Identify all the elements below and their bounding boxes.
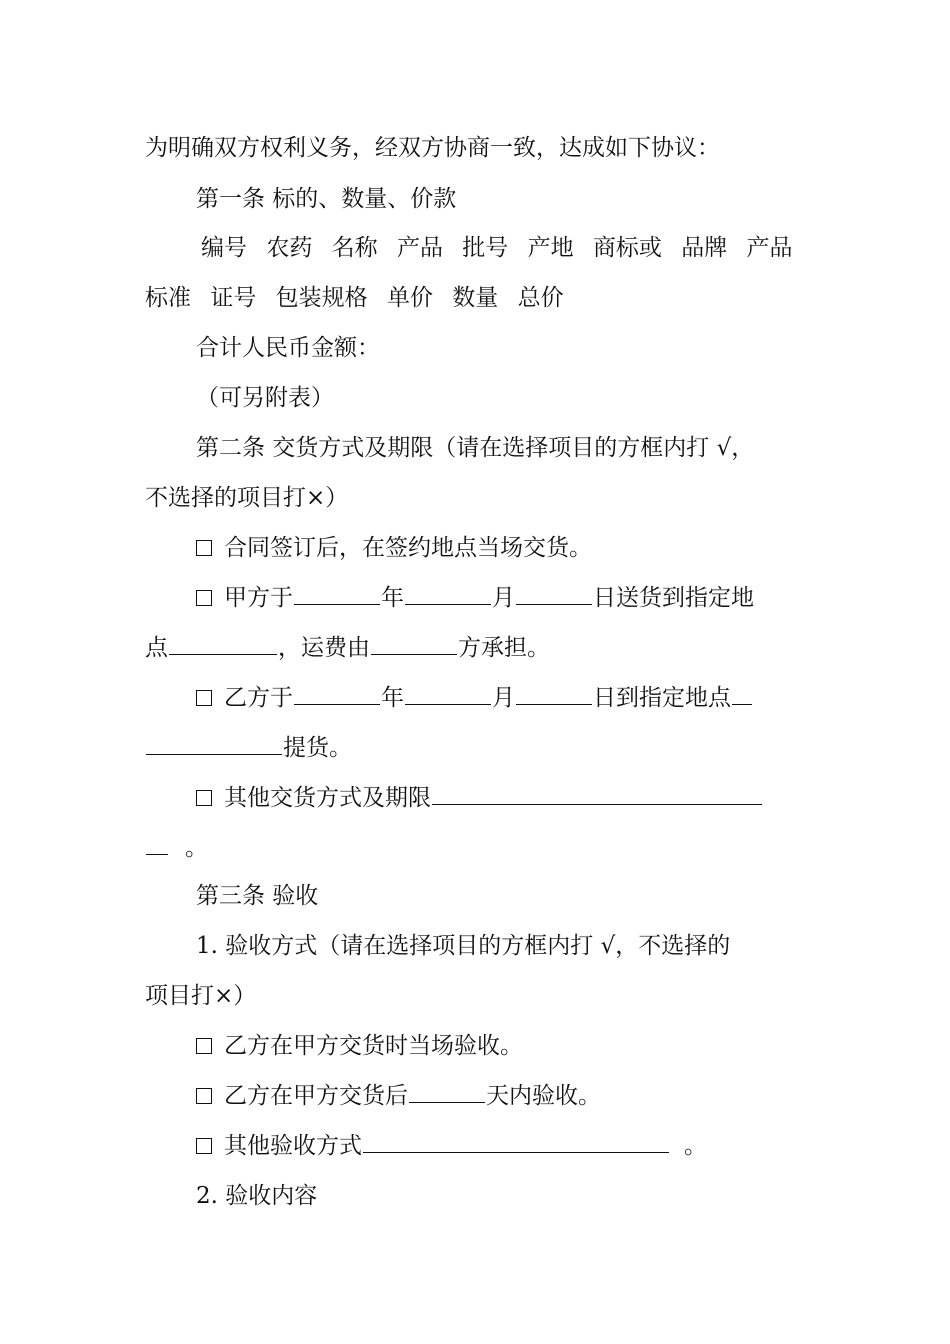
column-label: 单价 bbox=[386, 285, 433, 311]
day-blank[interactable] bbox=[516, 580, 592, 605]
column-label: 数量 bbox=[452, 285, 499, 311]
inspection-option-3 bbox=[196, 1128, 816, 1164]
intro-paragraph bbox=[145, 130, 815, 166]
article-2-title: 第二条 交货方式及期限（请在选择项目的方框内打 √， bbox=[196, 435, 755, 461]
column-label: 品牌 bbox=[681, 235, 728, 261]
month-label: 月 bbox=[492, 585, 515, 611]
inspection-option-2-label: 乙方在甲方交货后 bbox=[224, 1083, 408, 1109]
place-blank-cont[interactable] bbox=[146, 730, 282, 755]
place-blank[interactable] bbox=[169, 630, 277, 655]
article-1-heading bbox=[196, 181, 816, 217]
article-3-title: 第三条 验收 bbox=[196, 883, 319, 909]
inspection-method-heading bbox=[196, 928, 816, 964]
month-blank[interactable] bbox=[405, 580, 491, 605]
inspection-content-title: 2. 验收内容 bbox=[196, 1183, 318, 1209]
other-delivery-blank-cont[interactable] bbox=[146, 830, 168, 855]
total-amount-label: 合计人民币金额： bbox=[196, 335, 380, 361]
column-label: 包装规格 bbox=[275, 285, 368, 311]
period-mark: 。 bbox=[684, 1133, 707, 1159]
pickup-label: 提货。 bbox=[283, 735, 352, 761]
days-blank[interactable] bbox=[409, 1078, 485, 1103]
freight-party-blank[interactable] bbox=[371, 630, 457, 655]
article-1-columns-row-1 bbox=[201, 230, 816, 266]
delivery-option-2-label: 甲方于 bbox=[224, 585, 293, 611]
checkbox-icon[interactable] bbox=[196, 1088, 212, 1104]
column-label: 农药 bbox=[266, 235, 313, 261]
column-label: 产品 bbox=[396, 235, 443, 261]
column-label: 名称 bbox=[331, 235, 378, 261]
inspection-content-heading bbox=[196, 1178, 816, 1214]
attachment-note: （可另附表） bbox=[196, 385, 334, 411]
article-2-heading-cont bbox=[145, 480, 815, 516]
inspection-method-title-cont: 项目打×） bbox=[145, 983, 257, 1009]
column-label: 商标或 bbox=[592, 235, 662, 261]
intro-text: 为明确双方权利义务，经双方协商一致，达成如下协议： bbox=[145, 135, 720, 161]
period-mark: 。 bbox=[185, 835, 208, 861]
inspection-option-3-label: 其他验收方式 bbox=[224, 1133, 362, 1159]
inspection-method-title: 1. 验收方式（请在选择项目的方框内打 √，不选择的 bbox=[196, 933, 731, 959]
place-label: 点 bbox=[145, 635, 168, 661]
checkbox-icon[interactable] bbox=[196, 1138, 212, 1154]
year-blank[interactable] bbox=[294, 580, 380, 605]
delivery-option-4-cont bbox=[145, 830, 815, 866]
inspection-option-1 bbox=[196, 1028, 816, 1064]
freight-suffix: 方承担。 bbox=[458, 635, 550, 661]
delivery-option-4 bbox=[196, 780, 816, 816]
article-2-title-cont: 不选择的项目打×） bbox=[145, 485, 349, 511]
other-inspection-blank[interactable] bbox=[363, 1128, 669, 1153]
delivery-option-3-cont bbox=[145, 730, 815, 766]
delivery-option-2 bbox=[196, 580, 816, 616]
column-label: 标准 bbox=[145, 285, 191, 311]
column-label: 批号 bbox=[462, 235, 509, 261]
total-amount-line bbox=[196, 330, 816, 366]
inspection-option-2 bbox=[196, 1078, 816, 1114]
other-delivery-blank[interactable] bbox=[432, 780, 762, 805]
column-label: 产地 bbox=[527, 235, 574, 261]
checkbox-icon[interactable] bbox=[196, 1038, 212, 1054]
days-suffix: 天内验收。 bbox=[486, 1083, 601, 1109]
month-blank[interactable] bbox=[405, 680, 491, 705]
article-1-title: 第一条 标的、数量、价款 bbox=[196, 186, 457, 212]
day-label: 日到指定地点 bbox=[593, 685, 731, 711]
delivery-option-1 bbox=[196, 530, 816, 566]
article-3-heading bbox=[196, 878, 816, 914]
column-label: 编号 bbox=[201, 235, 247, 261]
day-label: 日送货到指定地 bbox=[593, 585, 754, 611]
freight-label: ，运费由 bbox=[278, 635, 370, 661]
year-blank[interactable] bbox=[294, 680, 380, 705]
day-blank[interactable] bbox=[516, 680, 592, 705]
column-label: 证号 bbox=[210, 285, 257, 311]
delivery-option-3 bbox=[196, 680, 816, 716]
column-label: 总价 bbox=[517, 285, 564, 311]
article-2-heading bbox=[196, 430, 816, 466]
delivery-option-2-cont bbox=[145, 630, 815, 666]
inspection-method-heading-cont bbox=[145, 978, 815, 1014]
checkbox-icon[interactable] bbox=[196, 590, 212, 606]
delivery-option-4-label: 其他交货方式及期限 bbox=[224, 785, 431, 811]
delivery-option-3-label: 乙方于 bbox=[224, 685, 293, 711]
checkbox-icon[interactable] bbox=[196, 540, 212, 556]
year-label: 年 bbox=[381, 585, 404, 611]
column-label: 产品 bbox=[746, 235, 793, 261]
inspection-option-1-label: 乙方在甲方交货时当场验收。 bbox=[224, 1033, 523, 1059]
place-blank-start[interactable] bbox=[732, 680, 752, 705]
year-label: 年 bbox=[381, 685, 404, 711]
article-1-columns-row-2 bbox=[145, 280, 815, 316]
checkbox-icon[interactable] bbox=[196, 690, 212, 706]
attachment-note-line bbox=[196, 380, 816, 416]
delivery-option-1-label: 合同签订后，在签约地点当场交货。 bbox=[224, 535, 592, 561]
checkbox-icon[interactable] bbox=[196, 790, 212, 806]
month-label: 月 bbox=[492, 685, 515, 711]
